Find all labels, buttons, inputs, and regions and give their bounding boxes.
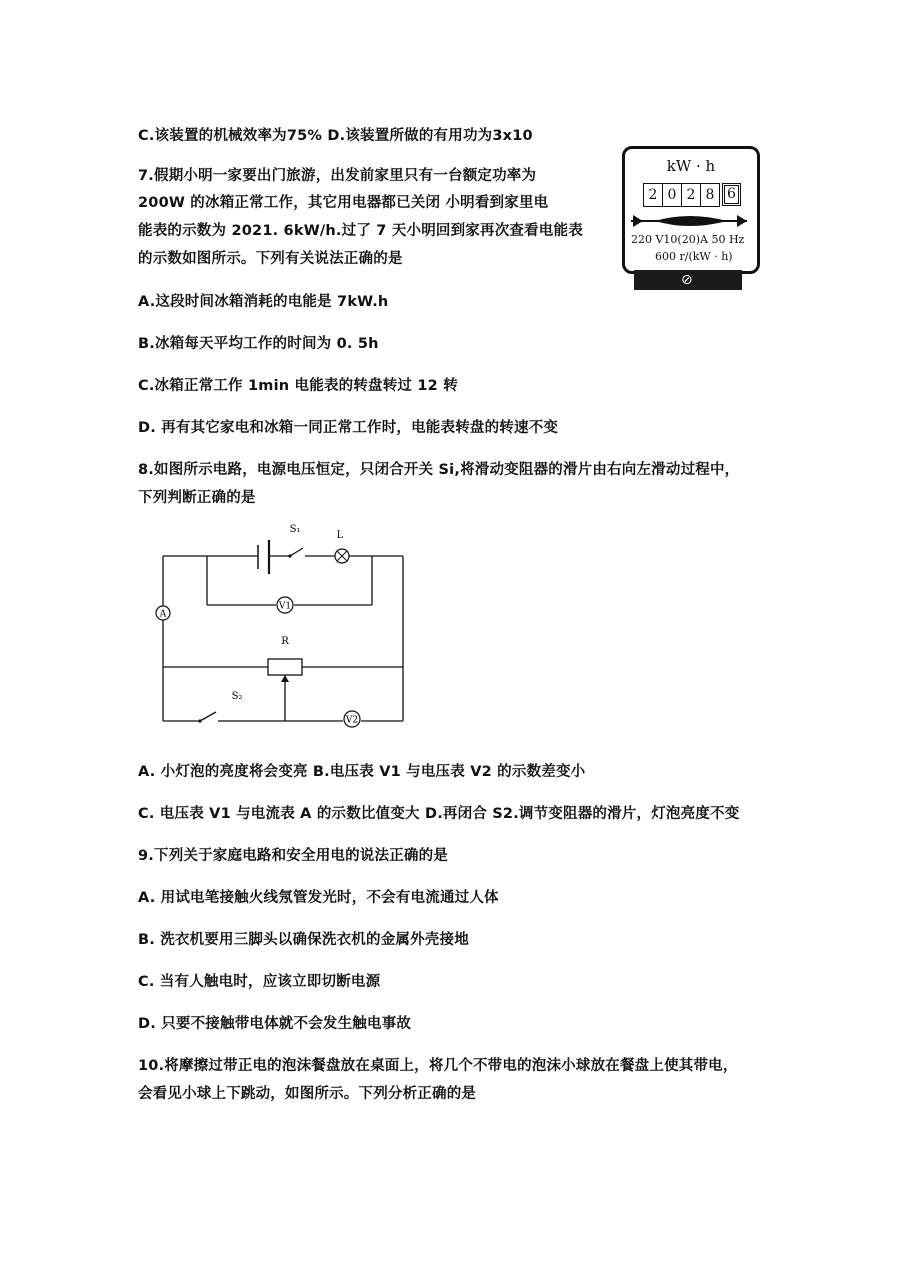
label-s1: S₁	[289, 524, 301, 535]
meter-digits	[643, 183, 740, 207]
switch-s1-pivot-icon	[288, 554, 291, 557]
meter-digit-decimal: 6	[722, 183, 741, 206]
label-lamp: L	[336, 530, 344, 541]
meter-screw-icon: ⊘	[681, 272, 693, 288]
question-9-option-a: A. 用试电笔接触火线氖管发光时，不会有电流通过人体	[138, 890, 499, 906]
label-v1: V1	[278, 601, 292, 612]
electric-meter	[622, 146, 760, 274]
question-9-option-c: C. 当有人触电时，应该立即切断电源	[138, 974, 381, 990]
line-c-d-option: C.该装置的机械效率为75% D.该装置所做的有用功为3x10	[138, 128, 533, 144]
meter-revolutions: 600 r/(kW · h)	[655, 250, 733, 263]
meter-unit: kW · h	[666, 157, 716, 175]
question-7-line-2: 200W 的冰箱正常工作，其它用电器都已关闭 小明看到家里电	[138, 195, 549, 211]
lamp-icon	[335, 549, 349, 563]
meter-digit: 2	[681, 183, 701, 207]
question-8-line-2: 下列判断正确的是	[138, 490, 256, 506]
question-8-options-c-d: C. 电压表 V1 与电流表 A 的示数比值变大 D.再闭合 S2.调节变阻器的滑片，灯泡亮度不变	[138, 806, 740, 822]
meter-base	[634, 270, 742, 290]
label-resistor: R	[281, 636, 289, 647]
meter-digit: 0	[662, 183, 682, 207]
circuit-diagram	[150, 518, 420, 733]
switch-s2-pivot-icon	[198, 719, 201, 722]
question-7-option-d: D. 再有其它家电和冰箱一同正常工作时，电能表转盘的转速不变	[138, 420, 559, 436]
meter-digit: 2	[643, 183, 663, 207]
question-7-option-b: B.冰箱每天平均工作的时间为 0. 5h	[138, 336, 379, 352]
question-7-option-a: A.这段时间冰箱消耗的电能是 7kW.h	[138, 294, 389, 310]
question-8-line-1: 8.如图所示电路，电源电压恒定，只闭合开关 Si,将滑动变阻器的滑片由右向左滑动过程中，	[138, 462, 740, 478]
question-7-option-c: C.冰箱正常工作 1min 电能表的转盘转过 12 转	[138, 378, 458, 394]
question-10-line-2: 会看见小球上下跳动，如图所示。下列分析正确的是	[138, 1086, 477, 1102]
question-8-options-a-b: A. 小灯泡的亮度将会变亮 B.电压表 V1 与电压表 V2 的示数差变小	[138, 764, 586, 780]
question-7-line-4: 的示数如图所示。下列有关说法正确的是	[138, 251, 403, 267]
question-7-line-1: 7.假期小明一家要出门旅游，出发前家里只有一台额定功率为	[138, 168, 537, 184]
label-v2: V2	[345, 715, 359, 726]
meter-spec: 220 V10(20)A 50 Hz	[631, 233, 745, 246]
meter-digit: 8	[700, 183, 720, 207]
question-9-option-d: D. 只要不接触带电体就不会发生触电事故	[138, 1016, 412, 1032]
question-9-stem: 9.下列关于家庭电路和安全用电的说法正确的是	[138, 848, 448, 864]
label-ammeter: A	[159, 609, 167, 620]
label-s2: S₂	[231, 691, 243, 702]
question-10-line-1: 10.将摩擦过带正电的泡沫餐盘放在桌面上，将几个不带电的泡沫小球放在餐盘上使其带电，	[138, 1058, 738, 1074]
meter-rotor-disc-icon	[629, 211, 749, 231]
question-7-line-3: 能表的示数为 2021. 6kW/h.过了 7 天小明回到家再次查看电能表	[138, 223, 583, 239]
question-9-option-b: B. 洗衣机要用三脚头以确保洗衣机的金属外壳接地	[138, 932, 469, 948]
